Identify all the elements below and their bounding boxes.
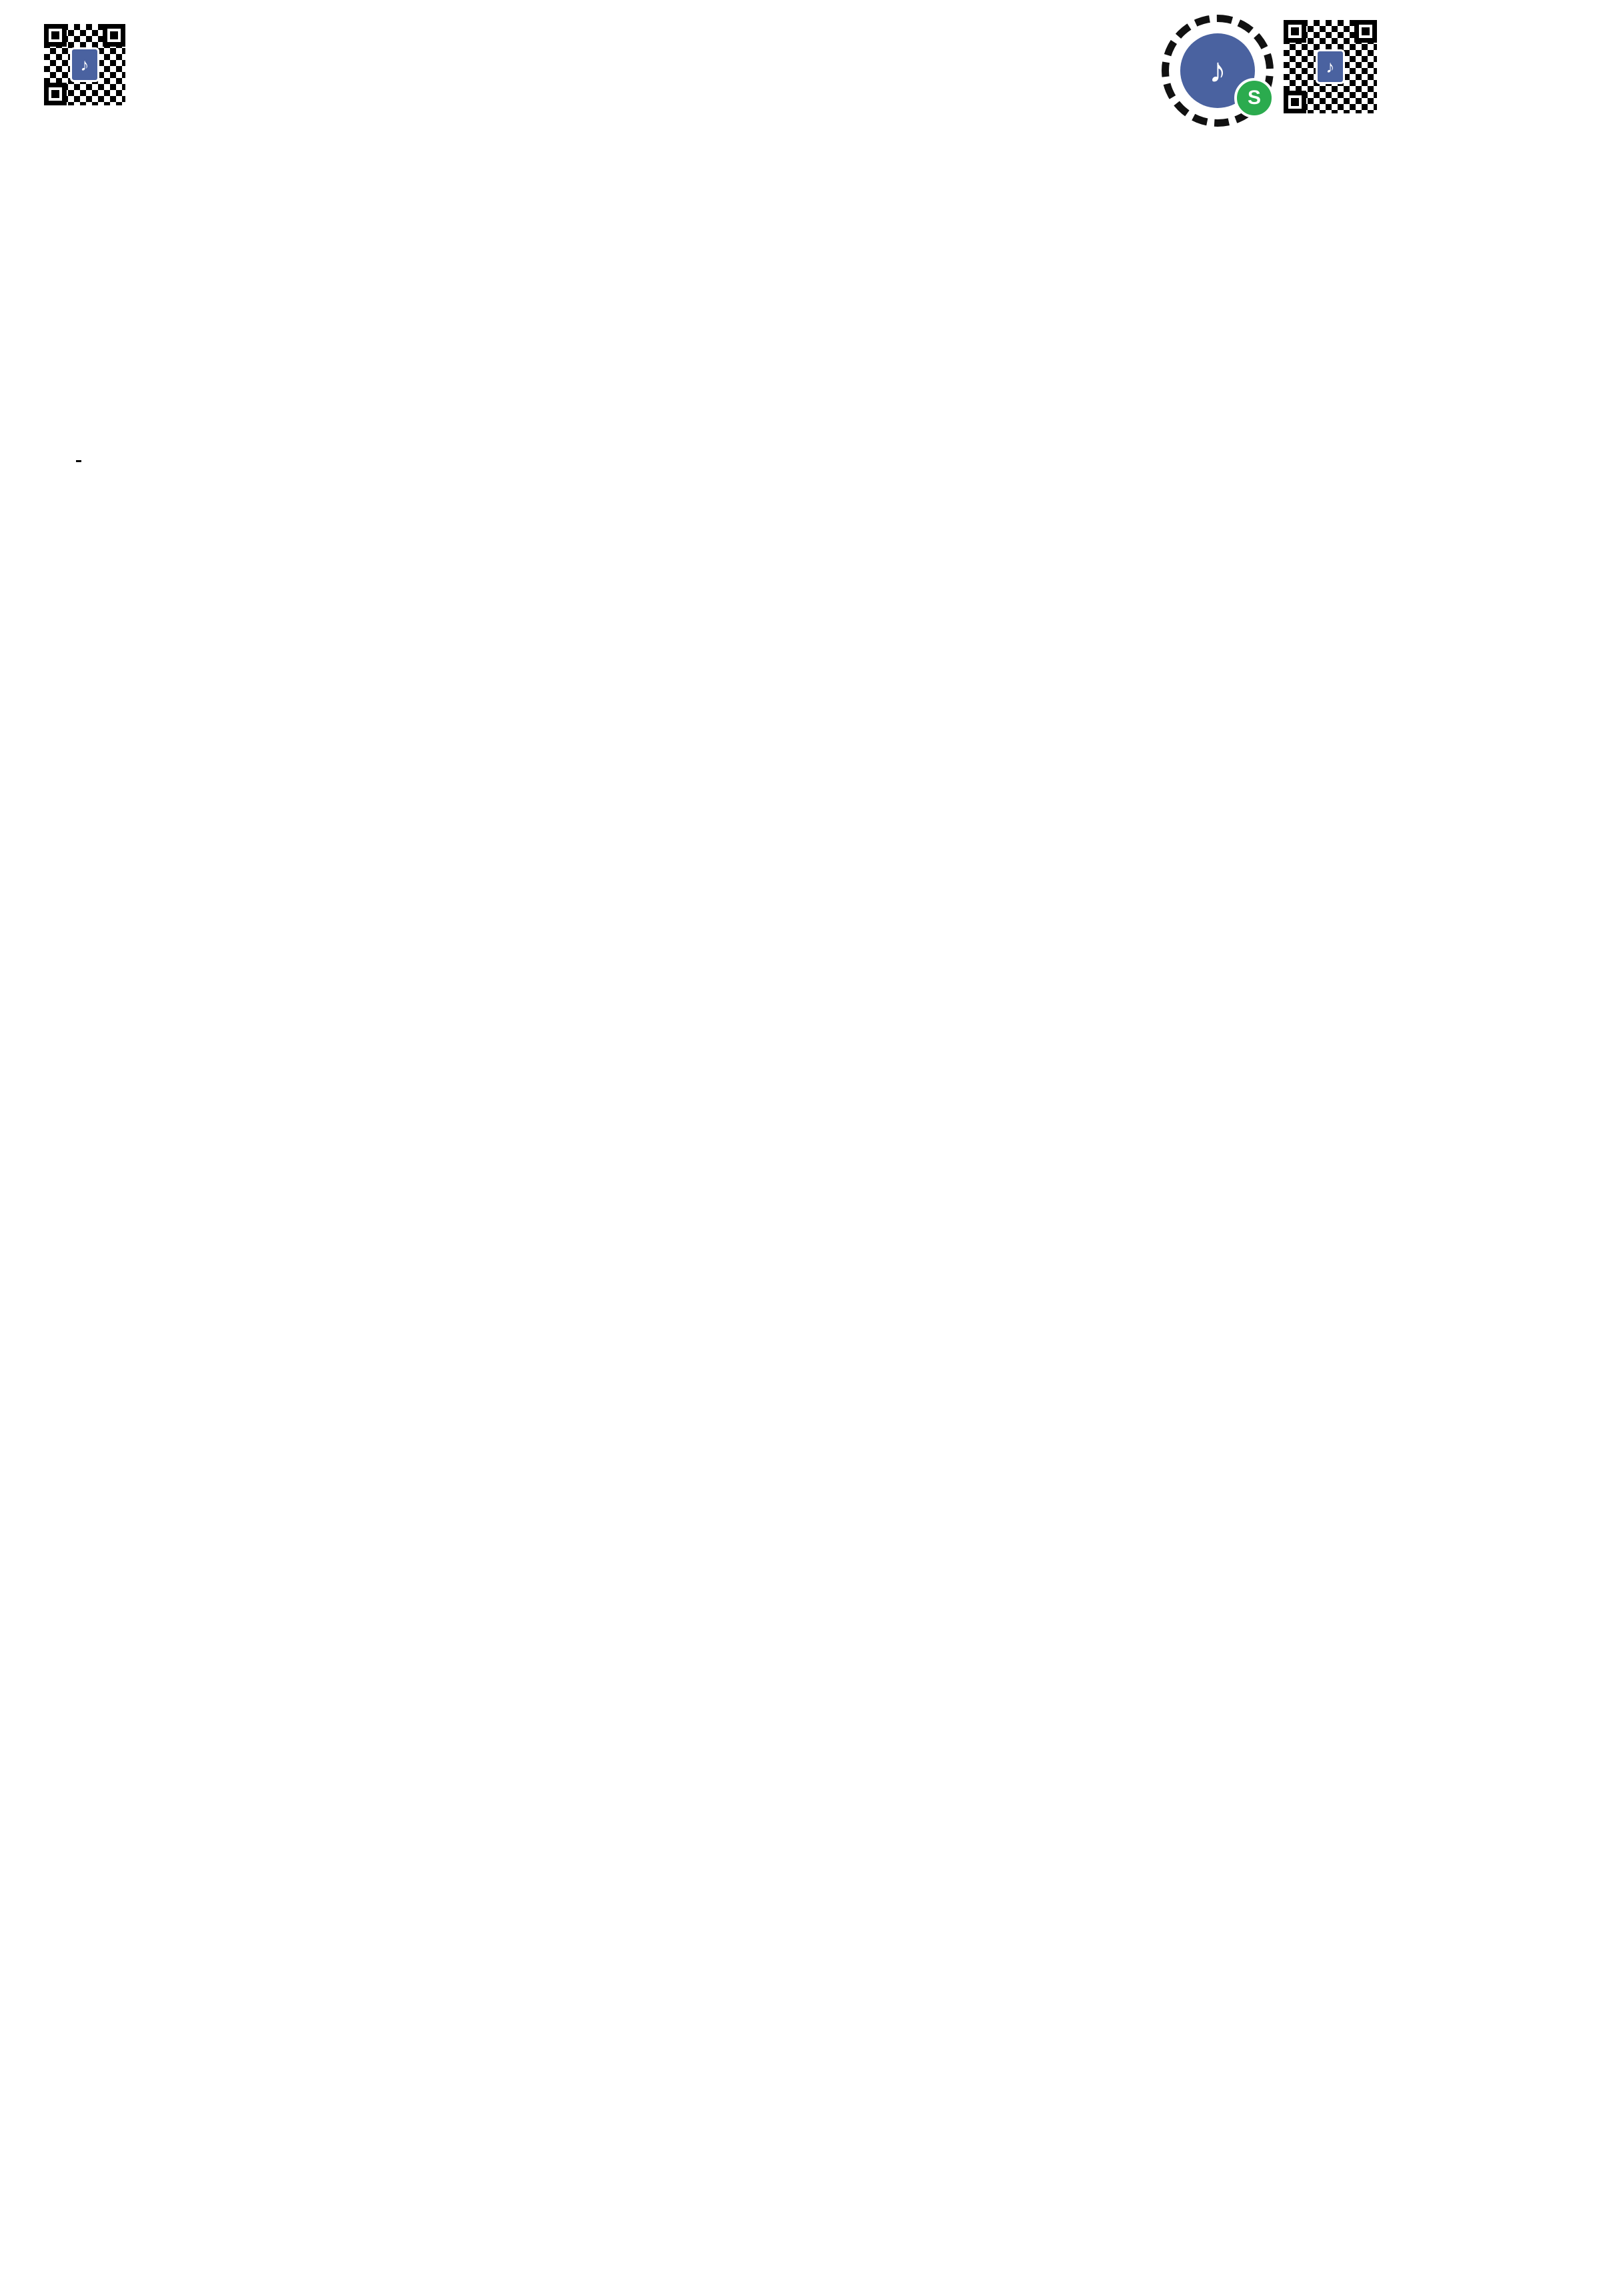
time-sig-numerator	[76, 460, 81, 462]
qr-finder-pattern	[1284, 20, 1306, 43]
wechat-official-qr-code	[1284, 20, 1377, 113]
music-note-icon: ♪	[1316, 49, 1345, 84]
qr-finder-pattern	[1284, 91, 1306, 113]
time-signature	[76, 460, 81, 462]
qr-finder-pattern	[44, 24, 67, 47]
qr-finder-pattern	[1354, 20, 1377, 43]
app-download-qr-code	[44, 24, 125, 105]
qr-finder-pattern	[44, 83, 67, 105]
music-note-icon: ♪	[1180, 33, 1255, 108]
wechat-badge-icon: S	[1234, 78, 1274, 118]
teaching-demo-minicode	[1162, 15, 1274, 127]
key-signature	[67, 427, 81, 462]
qr-finder-pattern	[103, 24, 125, 47]
music-note-icon: ♪	[70, 47, 99, 82]
